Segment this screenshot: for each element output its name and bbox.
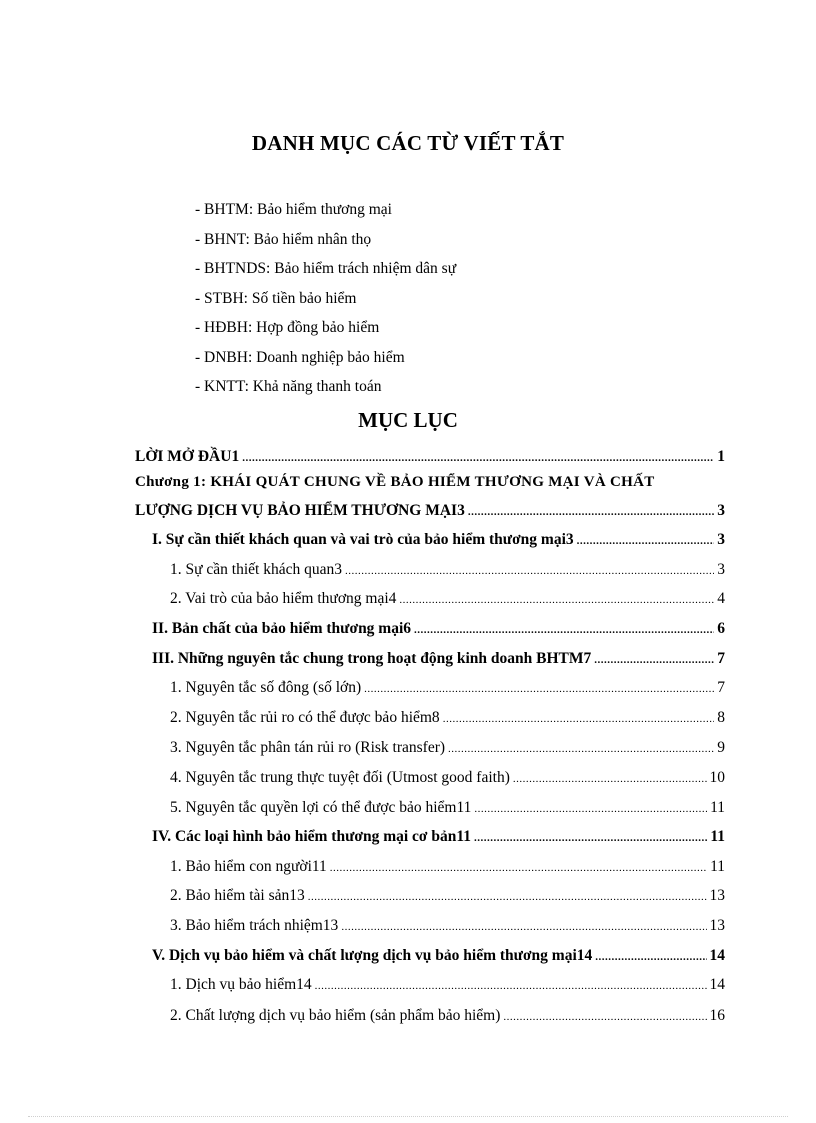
dot-leader <box>503 1006 706 1028</box>
toc-entry-subsection[interactable] <box>170 856 725 878</box>
toc-page-number: 3 <box>717 531 725 548</box>
toc-entry-text: 2. Vai trò của bảo hiểm thương mại4 <box>170 590 397 607</box>
toc-page-number: 14 <box>709 947 725 964</box>
toc-page-number: 11 <box>710 828 725 845</box>
dot-leader <box>399 589 714 611</box>
toc-entry-text: 4. Nguyên tắc trung thực tuyệt đối (Utmost good faith) <box>170 769 510 786</box>
toc-entry-text: 2. Bảo hiểm tài sản13 <box>170 887 305 904</box>
toc-entry-subsection[interactable] <box>170 915 725 937</box>
toc-entry-intro[interactable] <box>135 446 725 468</box>
dot-leader <box>474 827 707 849</box>
toc-page-number: 10 <box>709 769 725 786</box>
dot-leader <box>577 530 715 552</box>
toc-entry-section[interactable] <box>152 826 725 848</box>
toc-entry-text: III. Những nguyên tắc chung trong hoạt động kinh doanh BHTM7 <box>152 650 592 667</box>
dot-leader <box>315 975 707 997</box>
toc-entry-section[interactable] <box>152 618 725 640</box>
toc-page-number: 13 <box>709 887 725 904</box>
toc-entry-text: 3. Bảo hiểm trách nhiệm13 <box>170 917 339 934</box>
toc-entry-section[interactable] <box>152 648 725 670</box>
toc-entry-text: II. Bản chất của bảo hiểm thương mại6 <box>152 620 412 637</box>
toc-page-number: 13 <box>709 917 725 934</box>
toc-entry-text: IV. Các loại hình bảo hiểm thương mại cơ bản11 <box>152 828 472 845</box>
toc-page-number: 7 <box>717 679 725 696</box>
abbreviation-item: - BHNT: Bảo hiểm nhân thọ <box>195 230 372 248</box>
abbreviation-item: - KNTT: Khả năng thanh toán <box>195 378 382 395</box>
toc-entry-text: LƯỢNG DỊCH VỤ BẢO HIỂM THƯƠNG MẠI3 <box>135 502 465 519</box>
dot-leader <box>468 501 714 523</box>
dot-leader <box>595 946 706 968</box>
toc-page-number: 6 <box>717 620 725 637</box>
toc-entry-subsection[interactable] <box>170 737 725 759</box>
dot-leader <box>594 649 714 671</box>
toc-entry-text: 2. Chất lượng dịch vụ bảo hiểm (sản phẩm bảo hiểm) <box>170 1007 501 1024</box>
toc-entry-subsection[interactable] <box>170 974 725 996</box>
toc-page-number: 16 <box>709 1007 725 1024</box>
toc-page-number: 4 <box>717 590 725 607</box>
dot-leader <box>308 886 707 908</box>
toc-entry-section[interactable] <box>152 529 725 551</box>
dot-leader <box>513 768 707 790</box>
dot-leader <box>414 619 714 641</box>
dot-leader <box>242 447 714 469</box>
dot-leader <box>364 678 714 700</box>
abbreviation-item: - BHTM: Bảo hiểm thương mại <box>195 201 392 218</box>
dot-leader <box>330 857 707 879</box>
dot-leader <box>341 916 706 938</box>
toc-entry-text: 3. Nguyên tắc phân tán rủi ro (Risk transfer) <box>170 739 446 756</box>
abbreviation-item: - HĐBH: Hợp đồng bảo hiểm <box>195 319 380 336</box>
toc-title: MỤC LỤC <box>358 408 458 432</box>
toc-entry-text: 2. Nguyên tắc rủi ro có thể được bảo hiểm8 <box>170 709 440 726</box>
toc-entry-text: 1. Sự cần thiết khách quan3 <box>170 561 342 578</box>
toc-entry-subsection[interactable] <box>170 1005 725 1027</box>
toc-entry-text: 5. Nguyên tắc quyền lợi có thể được bảo hiểm11 <box>170 799 472 816</box>
toc-page-number: 11 <box>710 858 725 875</box>
toc-entry-text: 1. Dịch vụ bảo hiểm14 <box>170 976 312 993</box>
toc-page-number: 7 <box>717 650 725 667</box>
toc-entry-text: V. Dịch vụ bảo hiểm và chất lượng dịch vụ bảo hiểm thương mại14 <box>152 947 593 964</box>
toc-entry-chapter1[interactable] <box>135 500 725 522</box>
dot-leader <box>345 560 714 582</box>
abbreviation-item: - STBH: Số tiền bảo hiểm <box>195 289 357 307</box>
toc-page-number: 3 <box>717 561 725 578</box>
toc-entry-text: I. Sự cần thiết khách quan và vai trò của bảo hiểm thương mại3 <box>152 531 574 548</box>
toc-entry-subsection[interactable] <box>170 885 725 907</box>
toc-entry-subsection[interactable] <box>170 767 725 789</box>
dot-leader <box>448 738 714 760</box>
toc-page-number: 14 <box>709 976 725 993</box>
toc-page-number: 8 <box>717 709 725 726</box>
toc-entry-subsection[interactable] <box>170 588 725 610</box>
abbreviation-item: - BHTNDS: Bảo hiểm trách nhiệm dân sự <box>195 260 457 277</box>
toc-entry-subsection[interactable] <box>170 797 725 819</box>
abbreviations-list <box>195 199 456 406</box>
toc-page-number: 3 <box>717 502 725 519</box>
toc-chapter-line1[interactable]: Chương 1: KHÁI QUÁT CHUNG VỀ BẢO HIỂM THƯƠNG MẠI VÀ CHẤT <box>135 474 655 490</box>
toc-page-number: 11 <box>710 799 725 816</box>
abbreviations-title: DANH MỤC CÁC TỪ VIẾT TẮT <box>251 131 565 155</box>
toc-entry-text: 1. Nguyên tắc số đông (số lớn) <box>170 679 362 696</box>
toc-entry-subsection[interactable] <box>170 559 725 581</box>
page-bottom-divider <box>28 1116 788 1117</box>
toc-entry-text: LỜI MỞ ĐẦU1 <box>135 448 240 465</box>
abbreviation-item: - DNBH: Doanh nghiệp bảo hiểm <box>195 348 405 366</box>
toc-page-number: 1 <box>717 448 725 465</box>
toc-page-number: 9 <box>717 739 725 756</box>
toc-entry-subsection[interactable] <box>170 707 725 729</box>
toc-entry-section[interactable] <box>152 945 725 967</box>
dot-leader <box>474 798 707 820</box>
toc-entry-text: 1. Bảo hiểm con người11 <box>170 858 327 875</box>
dot-leader <box>443 708 715 730</box>
toc-entry-subsection[interactable] <box>170 677 725 699</box>
